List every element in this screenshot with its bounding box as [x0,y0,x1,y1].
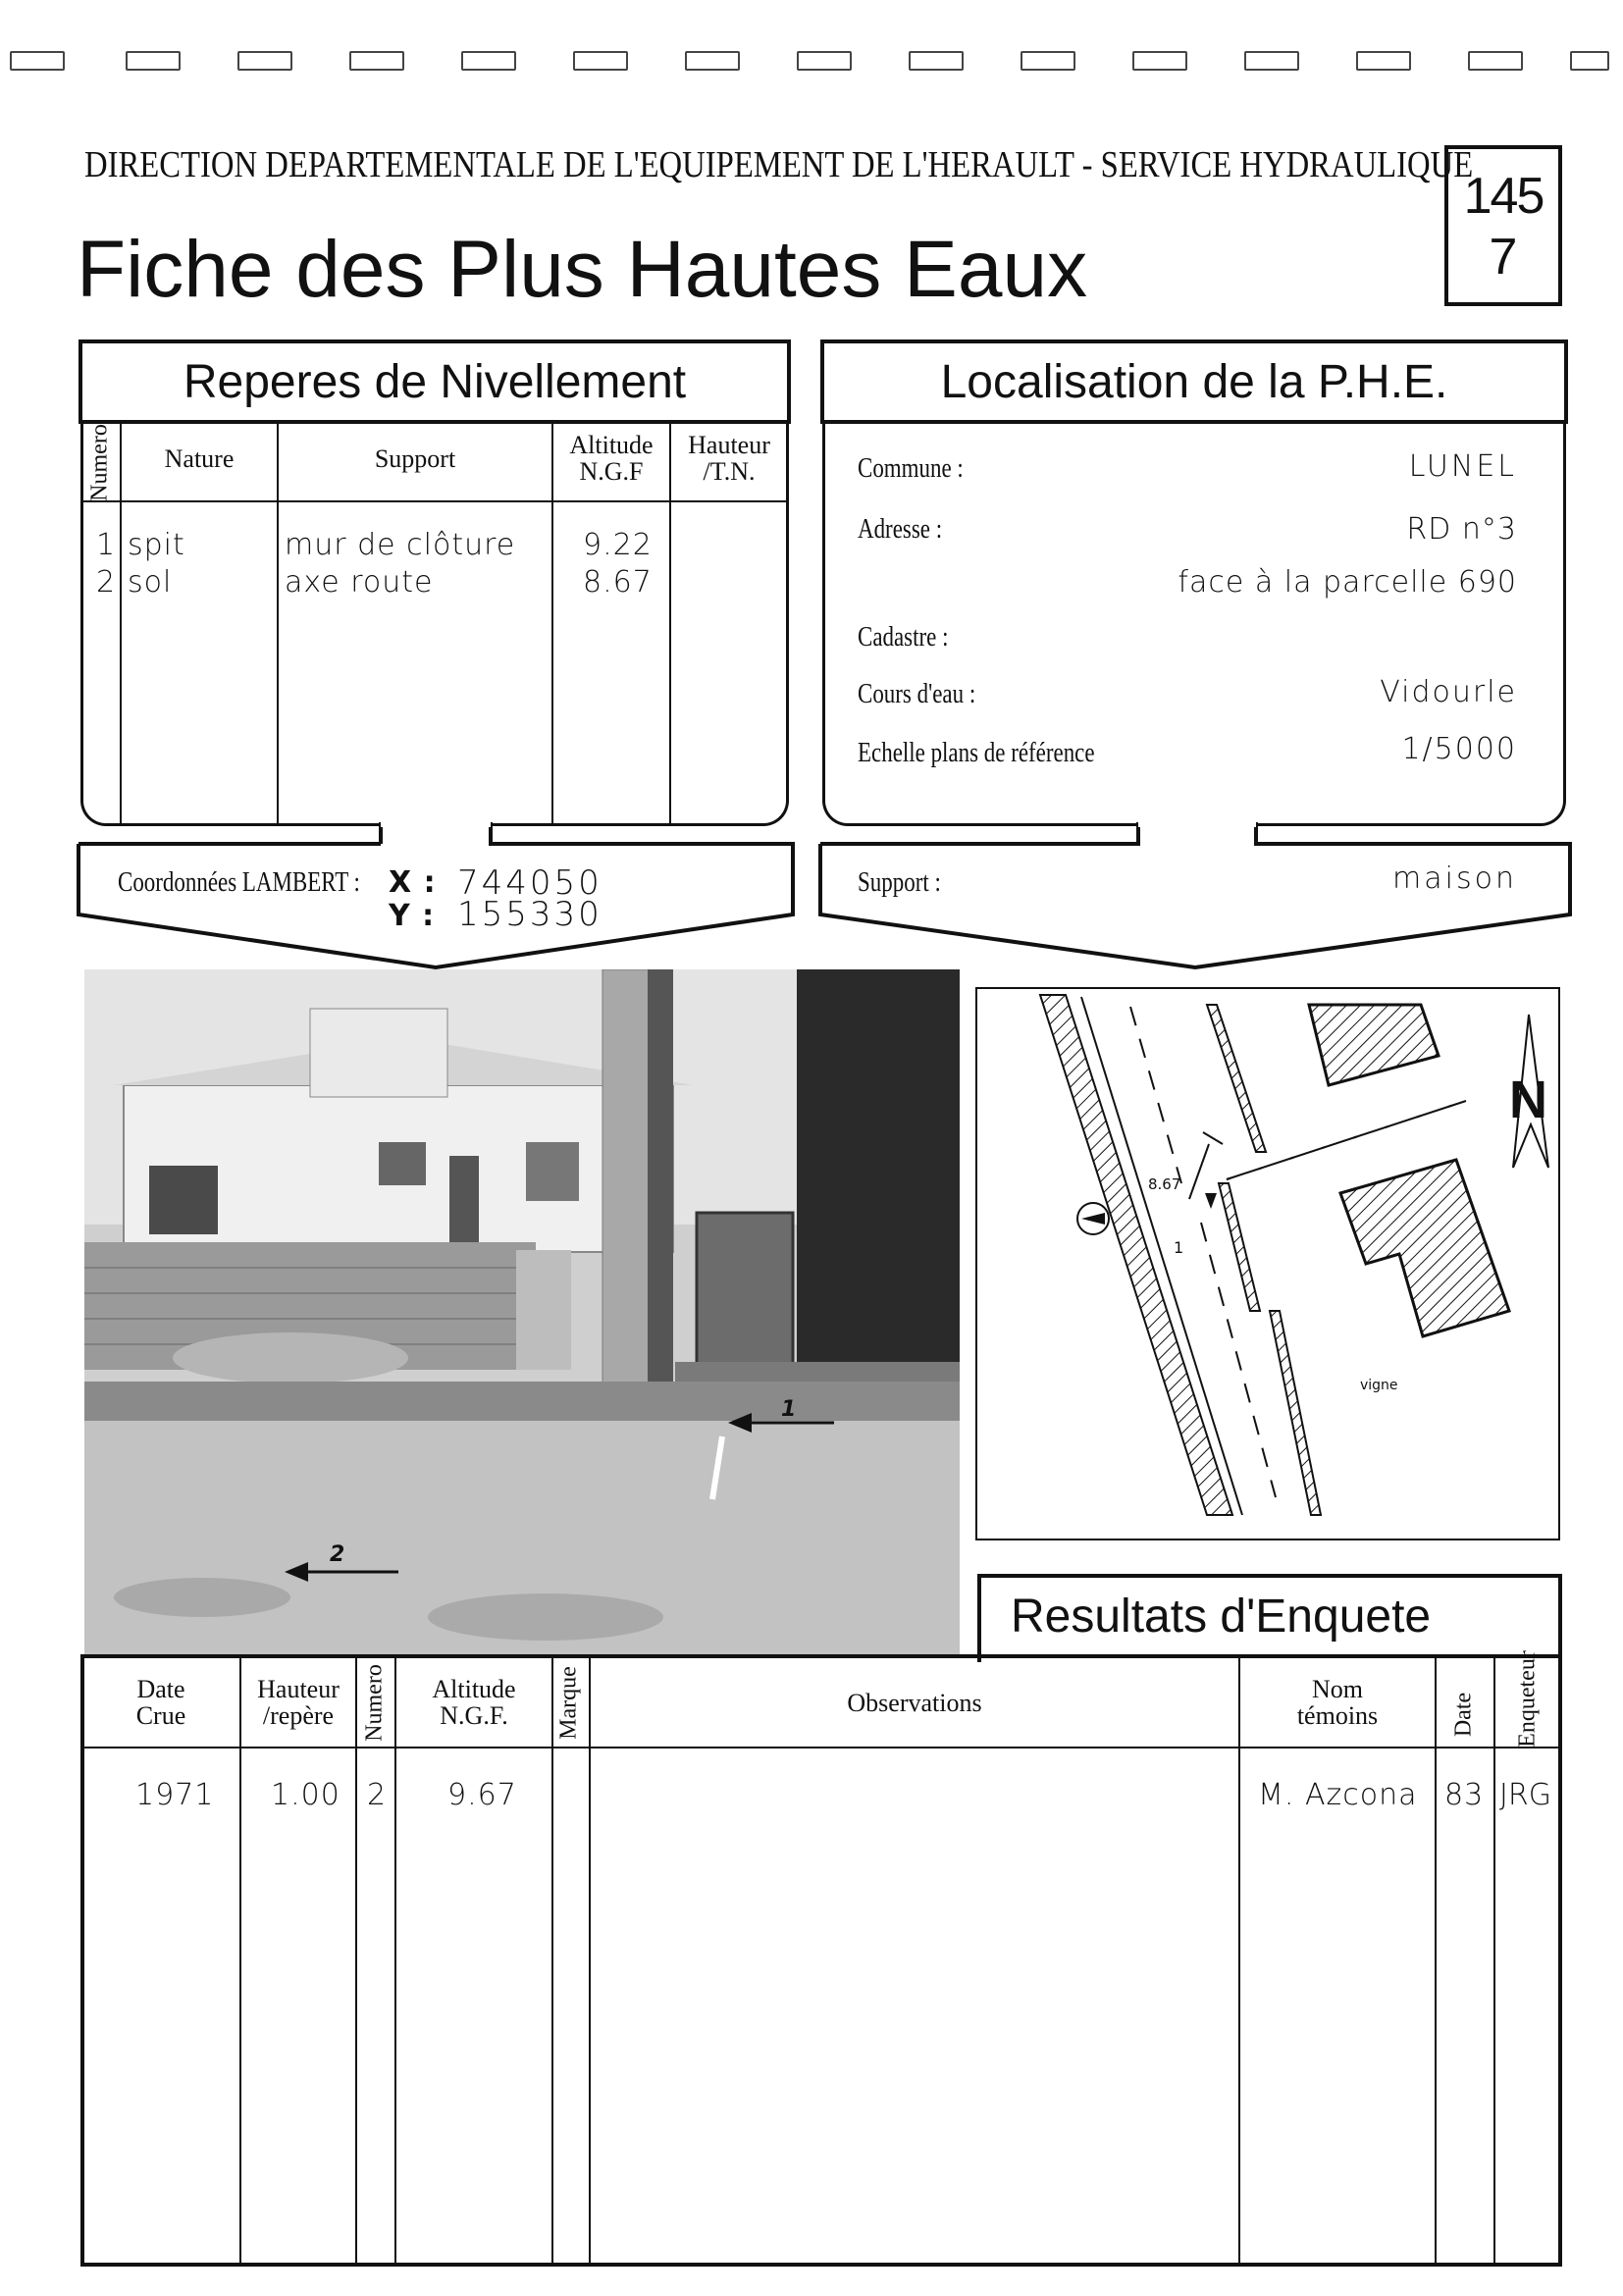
resultats-header-rule [82,1747,1560,1748]
punch-hole [349,51,404,71]
reperes-col-rule [120,424,122,826]
resultat-enqueteur: JRG [1499,1778,1551,1812]
reperes-title: Reperes de Nivellement [79,339,791,424]
resultats-col-altitude: Altitude N.G.F. [432,1675,516,1731]
reperes-col-support: Support [374,444,456,473]
cadastre-label: Cadastre : [858,622,949,652]
repere-nature: spit [128,528,185,562]
adresse-value-line1: RD n°3 [1406,512,1517,547]
resultats-col-rule [239,1654,241,2267]
cours-eau-label: Cours d'eau : [858,679,976,709]
echelle-value: 1/5000 [1401,732,1517,766]
resultat-hauteur: 1.00 [271,1778,340,1812]
repere-nature: sol [128,565,173,600]
punch-hole [1244,51,1299,71]
plan-level-label: 8.67 [1148,1175,1181,1193]
resultat-nom-temoin: M. Azcona [1258,1778,1418,1812]
site-photograph [84,969,960,1654]
reperes-col-hauteur: Hauteur /T.N. [688,431,770,487]
reperes-col-altitude: Altitude N.G.F [569,431,654,487]
punch-hole [573,51,628,71]
reperes-col-nature: Nature [164,444,235,473]
punch-hole [1021,51,1075,71]
adresse-label: Adresse : [858,514,943,545]
resultats-col-rule [551,1654,553,2267]
resultats-col-rule [394,1654,396,2267]
punch-hole [461,51,516,71]
punch-hole [1468,51,1523,71]
resultat-numero: 2 [367,1778,388,1812]
repere-altitude: 9.22 [583,528,653,562]
resultats-col-numero: Numero [361,1664,388,1742]
resultats-col-rule [1435,1654,1437,2267]
resultats-col-rule [355,1654,357,2267]
commune-value: LUNEL [1408,449,1517,484]
coord-x-value: 744050 [457,863,602,903]
coord-x-label: X : [389,865,437,900]
punch-hole [1356,51,1411,71]
punch-hole [1132,51,1187,71]
resultats-col-marque: Marque [555,1666,582,1740]
reperes-col-rule [277,424,279,826]
commune-label: Commune : [858,453,964,484]
resultats-col-date-crue: Date Crue [135,1675,186,1731]
reference-number: 145 [1463,168,1544,225]
repere-numero: 1 [96,528,117,562]
punch-hole [237,51,292,71]
coordonnees-label: Coordonnées LAMBERT : [118,867,360,898]
reperes-header-rule [80,500,789,502]
north-label: N [1509,1070,1547,1129]
resultat-altitude: 9.67 [447,1778,517,1812]
plan-vigne-label: vigne [1360,1378,1398,1393]
resultats-col-nom: Nom témoins [1296,1675,1379,1731]
adresse-value-line2: face à la parcelle 690 [1178,565,1517,600]
reference-sub: 7 [1489,229,1518,286]
support-arrow-frame [816,820,1574,977]
reperes-col-numero: Numero [86,424,113,501]
resultat-date: 83 [1444,1778,1485,1812]
punch-hole [1570,51,1609,71]
resultats-title: Resultats d'Enquete [1011,1591,1432,1643]
resultats-col-enqueteur: Enqueteur [1514,1650,1541,1748]
support-value: maison [1392,861,1517,896]
organisation-heading: DIRECTION DEPARTEMENTALE DE L'EQUIPEMENT DE L'HERAULT - SERVICE HYDRAULIQUE [84,144,1474,185]
reference-box [1444,145,1562,306]
location-plan [975,987,1560,1540]
echelle-label: Echelle plans de référence [858,738,1095,768]
support-label: Support : [858,867,941,898]
punch-hole [685,51,740,71]
punch-hole [909,51,964,71]
resultats-col-date-enquete: Date [1450,1692,1477,1738]
repere-numero: 2 [96,565,117,600]
localisation-title: Localisation de la P.H.E. [820,339,1568,424]
resultats-col-hauteur: Hauteur /repère [257,1675,340,1731]
repere-support: axe route [285,565,434,600]
plan-point-label: 1 [1174,1238,1184,1257]
cours-eau-value: Vidourle [1380,675,1517,709]
coord-y-label: Y : [389,899,436,933]
page-title: Fiche des Plus Hautes Eaux [77,225,1088,314]
resultats-col-rule [1238,1654,1240,2267]
resultats-col-rule [589,1654,591,2267]
photo-arrow-1-label: 1 [781,1397,797,1422]
repere-support: mur de clôture [285,528,516,562]
punch-hole [126,51,181,71]
coord-y-value: 155330 [457,895,602,934]
resultats-col-observations: Observations [847,1689,982,1717]
repere-altitude: 8.67 [583,565,653,600]
punch-hole [797,51,852,71]
resultats-col-rule [1493,1654,1495,2267]
resultat-date-crue: 1971 [135,1778,215,1812]
punch-hole [10,51,65,71]
photo-arrow-2-label: 2 [330,1542,345,1567]
